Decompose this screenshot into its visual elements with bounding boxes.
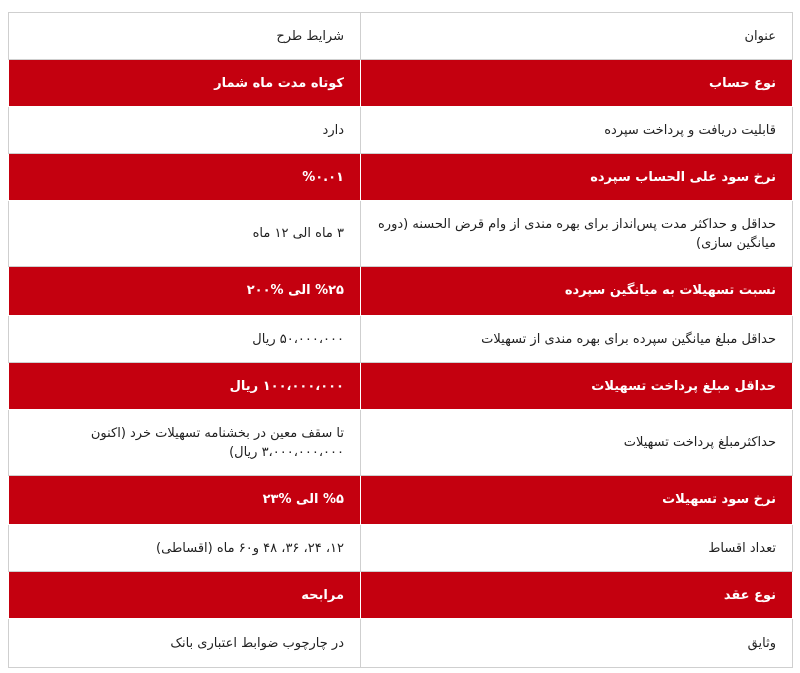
row-value: ۵۰،۰۰۰،۰۰۰ ریال	[9, 316, 361, 363]
row-value: %۲۵ الی %۲۰۰	[9, 267, 361, 316]
table-row-contract-type	[9, 572, 793, 619]
table-row-installments	[9, 525, 793, 572]
row-label: نوع عقد	[361, 572, 793, 619]
row-value: ۱۰۰،۰۰۰،۰۰۰ ریال	[9, 363, 361, 410]
row-label: عنوان	[361, 13, 793, 60]
row-value: دارد	[9, 107, 361, 154]
row-value: %۵ الی %۲۳	[9, 476, 361, 525]
plan-terms-table	[8, 12, 793, 668]
table-row-loan-rate	[9, 476, 793, 525]
row-label: حداقل و حداکثر مدت پس‌انداز برای بهره مندی از وام قرض الحسنه (دوره میانگین سازی)	[361, 201, 793, 267]
row-value: ۳ ماه الی ۱۲ ماه	[9, 201, 361, 267]
table-row-min-loan-amount	[9, 363, 793, 410]
table-row-deposit-rate	[9, 154, 793, 201]
table-row-collateral	[9, 619, 793, 668]
row-value: کوتاه مدت ماه شمار	[9, 60, 361, 107]
table-row-min-average-deposit	[9, 316, 793, 363]
row-label: نرخ سود تسهیلات	[361, 476, 793, 525]
row-value: شرایط طرح	[9, 13, 361, 60]
row-value: %۰.۰۱	[9, 154, 361, 201]
row-label: نوع حساب	[361, 60, 793, 107]
table-row-max-loan-amount	[9, 410, 793, 476]
row-value: در چارچوب ضوابط اعتباری بانک	[9, 619, 361, 668]
row-label: وثایق	[361, 619, 793, 668]
row-value: ۱۲، ۲۴، ۳۶، ۴۸ و۶۰ ماه (اقساطی)	[9, 525, 361, 572]
row-label: تعداد اقساط	[361, 525, 793, 572]
row-label: حداکثرمبلغ پرداخت تسهیلات	[361, 410, 793, 476]
row-value: تا سقف معین در بخشنامه تسهیلات خرد (اکنون ۳،۰۰۰،۰۰۰،۰۰۰ ریال)	[9, 410, 361, 476]
table-row-header	[9, 13, 793, 60]
table-row-deposit-withdrawal	[9, 107, 793, 154]
table-row-saving-period	[9, 201, 793, 267]
row-label: قابلیت دریافت و پرداخت سپرده	[361, 107, 793, 154]
row-label: نرخ سود علی الحساب سپرده	[361, 154, 793, 201]
row-value: مرابحه	[9, 572, 361, 619]
row-label: حداقل مبلغ پرداخت تسهیلات	[361, 363, 793, 410]
row-label: حداقل مبلغ میانگین سپرده برای بهره مندی از تسهیلات	[361, 316, 793, 363]
table-row-account-type	[9, 60, 793, 107]
table-row-loan-ratio	[9, 267, 793, 316]
row-label: نسبت تسهیلات به میانگین سپرده	[361, 267, 793, 316]
